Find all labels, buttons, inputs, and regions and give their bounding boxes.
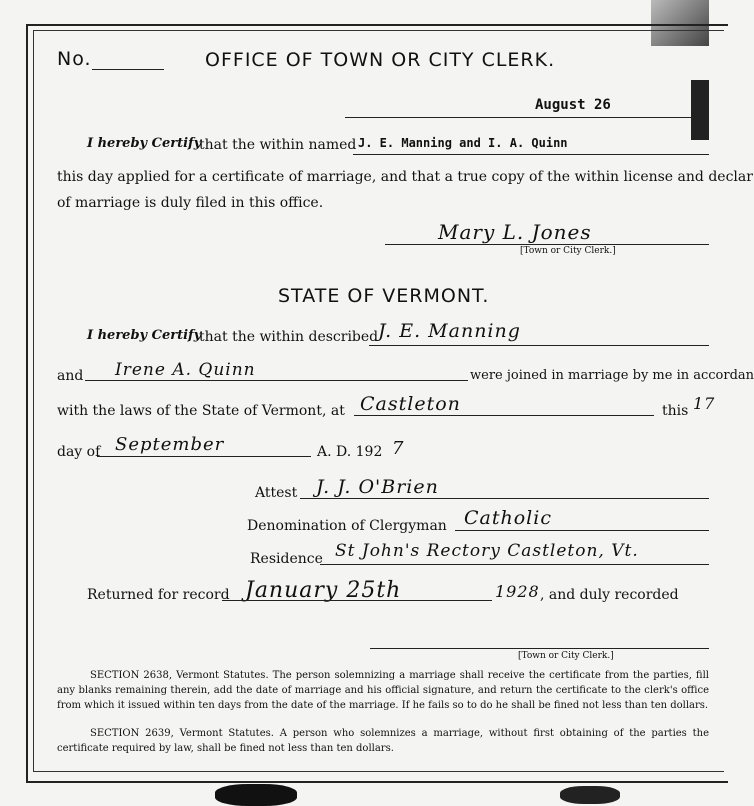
clerk-line-2	[370, 648, 709, 649]
laws-text: with the laws of the State of Vermont, at	[57, 403, 345, 419]
statute-2638: SECTION 2638, Vermont Statutes. The person solemnizing a marriage shall receive the certificate from the parties, fill any blanks remaining therein, add the date of marriage and his official signature, and return the certificate to the clerk's office from which it issued within ten days from the date of the marriage. If he fails so to do he shall be fined not less than ten dollars.	[57, 670, 709, 711]
month-line	[97, 456, 311, 457]
residence-line	[320, 564, 709, 565]
and-label: and	[57, 368, 84, 384]
attest-line	[300, 498, 709, 499]
returned-label: Returned for record	[87, 587, 230, 603]
denomination-label: Denomination of Clergyman	[247, 518, 447, 534]
attest-name: J. J. O'Brien	[316, 476, 439, 498]
residence-value: St John's Rectory Castleton, Vt.	[335, 541, 639, 561]
number-label: No.	[57, 48, 92, 70]
clerk-caption: [Town or City Clerk.]	[520, 246, 616, 256]
clerk-caption-2: [Town or City Clerk.]	[518, 651, 614, 661]
certify-prefix: I hereby Certify	[87, 136, 202, 151]
ad-label: A. D. 192	[317, 444, 383, 460]
attest-label: Attest	[255, 485, 298, 501]
filed-text: of marriage is duly filed in this office.	[57, 195, 324, 211]
year-digit: 7	[392, 438, 405, 459]
marriage-month: September	[115, 434, 225, 455]
groom-name: J. E. Manning	[378, 320, 521, 342]
described-text: that the within described	[199, 329, 379, 345]
joined-text: were joined in marriage by me in accordan	[470, 368, 754, 383]
signature-line	[385, 244, 709, 245]
returned-year: 1928	[495, 582, 540, 601]
recorded-text: , and duly recorded	[540, 587, 679, 603]
returned-date: January 25th	[245, 578, 402, 603]
place-line	[354, 415, 654, 416]
bride-line	[85, 380, 468, 381]
statute-2639: SECTION 2639, Vermont Statutes. A person who solemnizes a marriage, without first obtaining of the parties the certificate required by law, shall be fined not less than ten dollars.	[57, 728, 709, 754]
marriage-place: Castleton	[360, 393, 461, 415]
residence-label: Residence	[250, 551, 323, 567]
bride-name: Irene A. Quinn	[115, 360, 256, 380]
certify-prefix-2: I hereby Certify	[87, 328, 202, 343]
applicant-names: J. E. Manning and I. A. Quinn	[358, 136, 568, 150]
denomination-line	[455, 530, 709, 531]
day-number: 17	[693, 394, 716, 413]
scan-artifact	[215, 784, 297, 806]
scan-artifact	[560, 786, 620, 804]
groom-line	[369, 345, 709, 346]
denomination-value: Catholic	[464, 507, 552, 529]
clerk-signature: Mary L. Jones	[438, 220, 592, 244]
office-title: OFFICE OF TOWN OR CITY CLERK.	[205, 49, 556, 71]
date-value: August 26	[535, 97, 611, 113]
state-title: STATE OF VERMONT.	[278, 285, 490, 307]
this-label: this	[662, 403, 689, 419]
names-line	[353, 154, 709, 155]
number-blank	[92, 69, 164, 70]
date-line	[345, 117, 709, 118]
returned-line	[222, 600, 492, 601]
day-of-label: day of	[57, 444, 101, 460]
named-text: that the within named	[199, 137, 357, 153]
applied-text: this day applied for a certificate of marriage, and that a true copy of the within license and declar	[57, 169, 753, 185]
